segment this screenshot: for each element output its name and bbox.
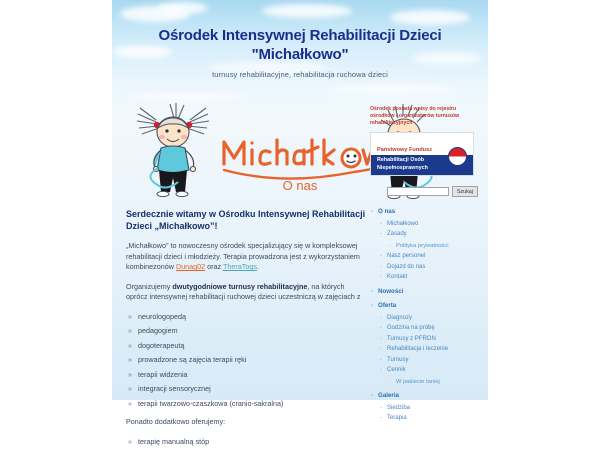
- sidebar-item-w-pakiecie-taniej[interactable]: [370, 377, 478, 388]
- intro-text-part1: „Michałkowo" to nowoczesny ośrodek specjalizujący się w kompleksowej rehabilitacji dzieci i młodzieży. Terapia prowadzona jest z wykorzystaniem kombinezonów: [126, 241, 360, 271]
- nav-link[interactable]: - Godzina na próbę: [370, 323, 478, 334]
- pfron-logo-line-2: Rehabilitacji Osób Niepełnosprawnych: [371, 155, 473, 175]
- sidebar-item-rehabilitacja-i-leczenie[interactable]: [370, 344, 478, 355]
- link-dunag02[interactable]: Dunag02: [175, 262, 206, 271]
- nav-link[interactable]: - W pakiecie taniej: [370, 377, 478, 388]
- site-title-line-1: Ośrodek Intensywnej Rehabilitacji Dzieci: [158, 27, 442, 44]
- list-item: » pedagogiem: [126, 326, 366, 337]
- list-item: » neurologopedą: [126, 312, 366, 323]
- sidebar-item-turnusy[interactable]: [370, 355, 478, 366]
- nav-link[interactable]: - Turnusy: [370, 355, 478, 366]
- nav-link[interactable]: - Nasz personel: [370, 251, 478, 262]
- sidebar-item-oferta[interactable]: [370, 300, 478, 387]
- list-item: » terapię manualną stóp: [126, 437, 366, 448]
- sidebar: [370, 106, 478, 427]
- page-container: [112, 0, 488, 446]
- therapy-list: [126, 312, 366, 410]
- additional-offer-list: [126, 437, 366, 448]
- sidebar-item-nowosci[interactable]: [370, 286, 478, 298]
- nav-level-2-list: [370, 219, 478, 283]
- site-subtitle: turnusy rehabilitacyjne, rehabilitacja ruchowa dzieci: [212, 70, 388, 79]
- nav-level-3-list: [370, 241, 478, 252]
- nav-link[interactable]: - Polityka prywatności: [370, 241, 478, 252]
- sidebar-item-terapia[interactable]: [370, 413, 478, 424]
- additional-offer-paragraph: Ponadto dodatkowo oferujemy:: [126, 417, 226, 426]
- intro-text-part3: .: [256, 262, 259, 271]
- nav-level-1-list: [370, 206, 478, 424]
- sidebar-item-michalkowo[interactable]: [370, 219, 478, 230]
- list-item: » dogoterapeutą: [126, 341, 366, 352]
- turnusy-paragraph: [126, 282, 366, 303]
- nav-level-3-list: [370, 377, 478, 388]
- list-item: » terapii twarzowo-czaszkowa (cranio-sakralna): [126, 399, 366, 410]
- search-button[interactable]: Szukaj: [452, 186, 478, 197]
- nav-level-2-list: [370, 403, 478, 424]
- pfron-registry-note: Ośrodek posiada wpisy do rejestru ośrodków i organizatorów turnusów rehabilitacyjnych: [370, 106, 460, 126]
- sidebar-item-galeria[interactable]: [370, 390, 478, 424]
- nav-link[interactable]: - Kontakt: [370, 272, 478, 283]
- nav-link[interactable]: - Cennik: [370, 365, 478, 376]
- nav-link[interactable]: - Nowości: [370, 286, 478, 298]
- sidebar-item-dojazd-do-nas[interactable]: [370, 262, 478, 273]
- turnusy-text-part1: Organizujemy: [126, 281, 173, 291]
- page-section-label: O nas: [282, 178, 318, 193]
- link-theratogs[interactable]: TheraTogs: [223, 262, 257, 271]
- intro-paragraph: [126, 241, 366, 273]
- intro-text-part2: oraz: [205, 262, 223, 271]
- sidebar-item-zasady[interactable]: [370, 229, 478, 251]
- nav-link[interactable]: - O nas: [370, 206, 478, 218]
- sidebar-item-nasz-personel[interactable]: [370, 251, 478, 262]
- page-title: [112, 26, 488, 64]
- sidebar-item-cennik[interactable]: [370, 365, 478, 387]
- sidebar-item-turnusy-z-pfron[interactable]: [370, 334, 478, 345]
- nav-level-2-list: [370, 313, 478, 388]
- nav-link[interactable]: - Dojazd do nas: [370, 262, 478, 273]
- pfron-logo-line-1: Państwowy Fundusz: [377, 147, 433, 153]
- sidebar-item-kontakt[interactable]: [370, 272, 478, 283]
- list-item: » prowadzone są zajęcia terapii ręki: [126, 355, 366, 366]
- nav-link[interactable]: - Siedziba: [370, 403, 478, 414]
- nav-link[interactable]: - Rehabilitacja i leczenie: [370, 344, 478, 355]
- content-heading: Serdecznie witamy w Ośrodku Intensywnej Rehabilitacji Dzieci „Michałkowo”!: [126, 209, 366, 231]
- nav-link[interactable]: - Galeria: [370, 390, 478, 402]
- pfron-logo: [370, 132, 474, 176]
- turnusy-text-part2: , na których oprócz intensywnej rehabilitacji ruchowej dzieci uczestniczą w zajęciach z: [126, 281, 361, 301]
- pfron-emblem-icon: [448, 147, 467, 166]
- turnusy-emphasis: dwutygodniowe turnusy rehabilitacyjne: [172, 281, 308, 291]
- nav-link[interactable]: - Zasady: [370, 229, 478, 240]
- sidebar-item-polityka-prywatnosci[interactable]: [370, 241, 478, 252]
- nav-link[interactable]: - Turnusy z PFRON: [370, 334, 478, 345]
- nav-link[interactable]: - Diagnozy: [370, 313, 478, 324]
- list-item: » integracji sensorycznej: [126, 384, 366, 395]
- sidebar-item-siedziba[interactable]: [370, 403, 478, 414]
- search-input[interactable]: [387, 187, 449, 196]
- sidebar-item-o-nas[interactable]: [370, 206, 478, 283]
- search-box: [370, 186, 478, 197]
- list-item: » terapii widzenia: [126, 370, 366, 381]
- site-title-line-2: "Michałkowo": [251, 46, 349, 63]
- nav-link[interactable]: - Michałkowo: [370, 219, 478, 230]
- sidebar-navigation: [370, 206, 478, 424]
- sidebar-item-godzina-na-probe[interactable]: [370, 323, 478, 334]
- nav-link[interactable]: - Terapia: [370, 413, 478, 424]
- nav-link[interactable]: - Oferta: [370, 300, 478, 312]
- main-content: [126, 208, 366, 455]
- sidebar-item-diagnozy[interactable]: [370, 313, 478, 324]
- site-header: [112, 0, 488, 100]
